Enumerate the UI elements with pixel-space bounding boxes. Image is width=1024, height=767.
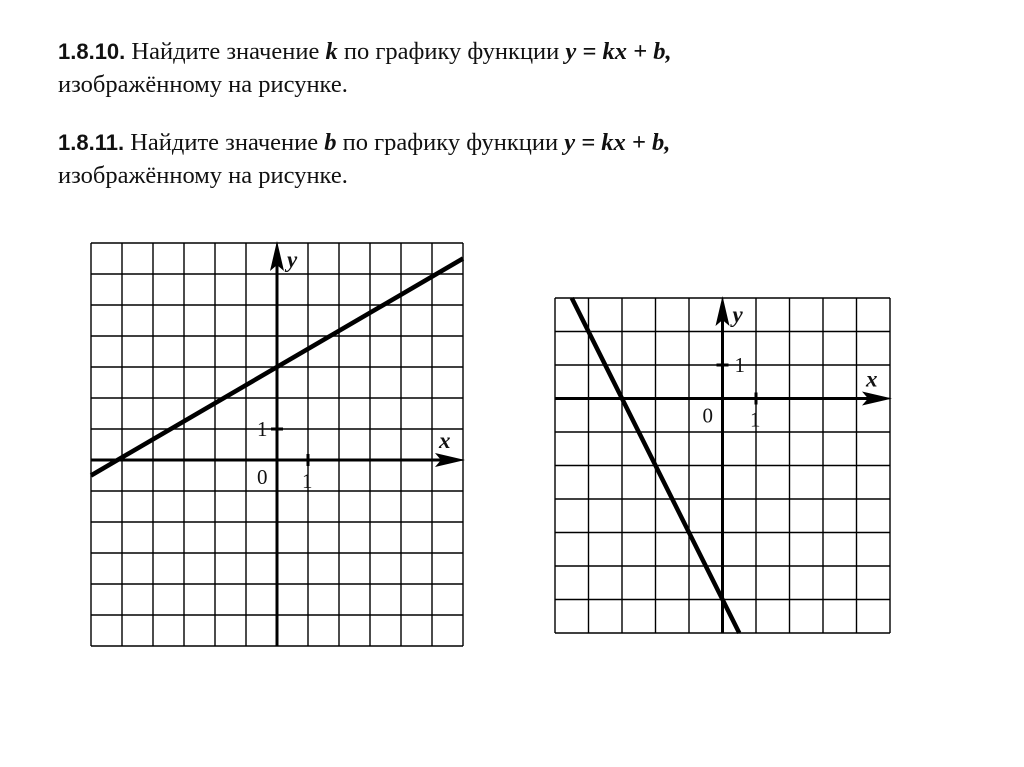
problem-number: 1.8.10. bbox=[58, 39, 126, 64]
problem-number: 1.8.11. bbox=[58, 130, 125, 155]
chart1-y-axis-label: y bbox=[287, 247, 298, 272]
chart2-y-axis-label: y bbox=[732, 302, 743, 327]
problem-text-b: по графику функции bbox=[336, 129, 565, 156]
chart2-x-tick-label: 1 bbox=[750, 407, 761, 432]
chart2-y-tick-label: 1 bbox=[734, 353, 745, 377]
chart2-origin-label: 0 bbox=[702, 403, 713, 428]
problem-text-a: Найдите значение bbox=[125, 38, 326, 65]
chart2-x-axis-label: x bbox=[866, 366, 878, 392]
chart1-x-axis-label: x bbox=[439, 428, 451, 453]
problem-variable: k bbox=[325, 38, 338, 65]
chart1-x-tick-label: 1 bbox=[302, 469, 313, 493]
problem-line-2: изображённому на рисунке. bbox=[58, 71, 348, 98]
problem-formula: y = kx + b, bbox=[564, 129, 671, 156]
problem-line-2: изображённому на рисунке. bbox=[58, 162, 348, 189]
problem-text-b: по графику функции bbox=[337, 38, 566, 65]
problem-variable: b bbox=[324, 129, 337, 156]
chart1-origin-label: 0 bbox=[257, 465, 268, 489]
problem-formula: y = kx + b, bbox=[565, 38, 672, 65]
problem-text-a: Найдите значение bbox=[124, 129, 325, 156]
chart1-y-tick-label: 1 bbox=[257, 417, 268, 441]
